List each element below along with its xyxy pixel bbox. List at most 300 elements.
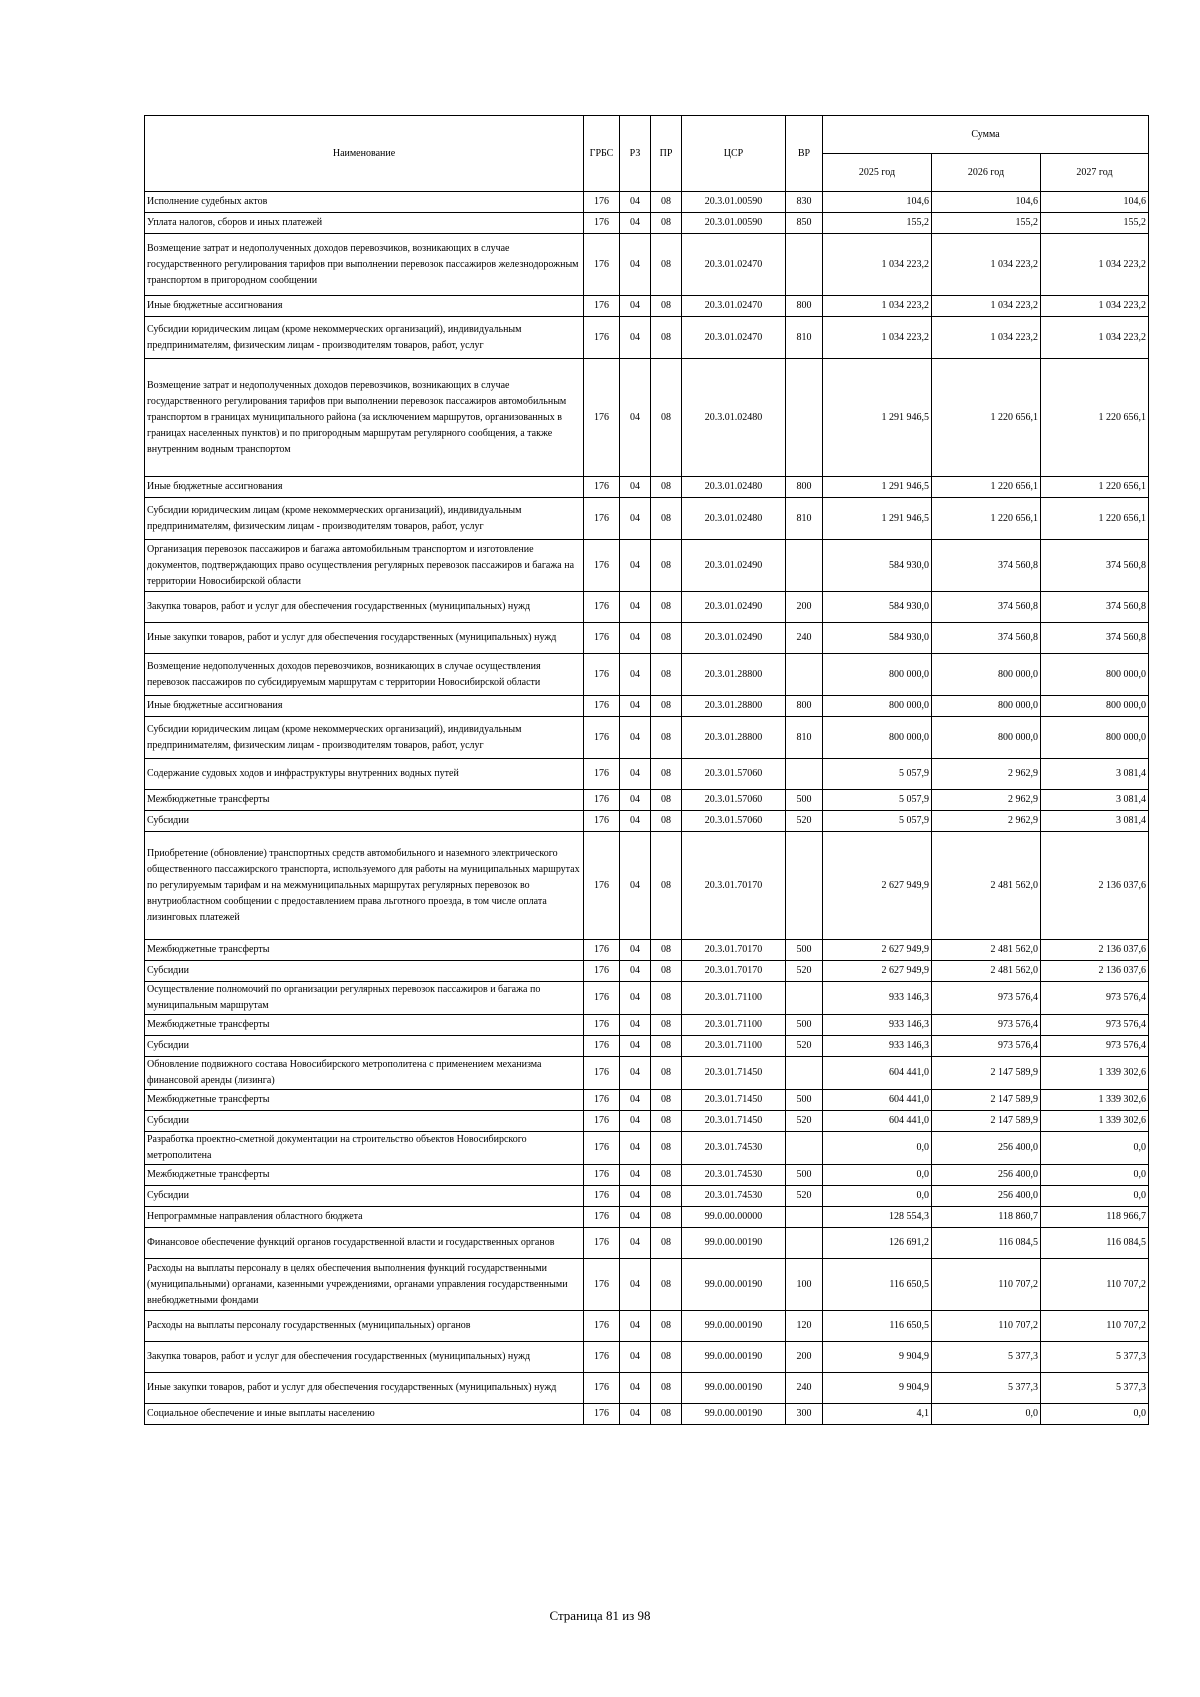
row-grbs-cell: 176 [584, 1165, 620, 1186]
row-grbs-cell: 176 [584, 1186, 620, 1207]
row-amount-2027-cell: 1 339 302,6 [1041, 1090, 1149, 1111]
row-vr-cell [786, 982, 823, 1015]
row-name-cell: Расходы на выплаты персоналу в целях обеспечения выполнения функций государственными (муниципальными) органами, казенными учреждениями, органами управления государственными внебюджетными фондами [145, 1259, 584, 1311]
row-name-cell: Иные закупки товаров, работ и услуг для обеспечения государственных (муниципальных) нужд [145, 623, 584, 654]
row-grbs-cell: 176 [584, 1036, 620, 1057]
row-amount-2025-cell: 104,6 [823, 192, 932, 213]
row-name-cell: Финансовое обеспечение функций органов государственной власти и государственных органов [145, 1228, 584, 1259]
row-grbs-cell: 176 [584, 696, 620, 717]
row-amount-2027-cell: 5 377,3 [1041, 1342, 1149, 1373]
row-amount-2025-cell: 1 291 946,5 [823, 498, 932, 540]
row-amount-2027-cell: 973 576,4 [1041, 1036, 1149, 1057]
row-amount-2027-cell: 5 377,3 [1041, 1373, 1149, 1404]
table-row [145, 296, 1149, 317]
row-amount-2025-cell: 1 034 223,2 [823, 234, 932, 296]
row-amount-2025-cell: 933 146,3 [823, 1015, 932, 1036]
row-csr-cell: 20.3.01.02470 [682, 317, 786, 359]
row-grbs-cell: 176 [584, 359, 620, 477]
table-row [145, 811, 1149, 832]
row-vr-cell [786, 654, 823, 696]
row-rz-cell: 04 [620, 1132, 651, 1165]
row-name-cell: Закупка товаров, работ и услуг для обеспечения государственных (муниципальных) нужд [145, 592, 584, 623]
table-row [145, 213, 1149, 234]
row-csr-cell: 20.3.01.57060 [682, 811, 786, 832]
row-amount-2027-cell: 0,0 [1041, 1132, 1149, 1165]
row-name-cell: Возмещение затрат и недополученных доходов перевозчиков, возникающих в случае государственного регулирования тарифов при выполнении перевозок пассажиров автомобильным транспортом в границах муниципального района (за исключением маршрутов, организованных в границах населенных пунктов) и по пригородным маршрутам регулярного сообщения, а также внутренним водным транспортом [145, 359, 584, 477]
table-row [145, 477, 1149, 498]
row-rz-cell: 04 [620, 317, 651, 359]
row-pr-cell: 08 [651, 1132, 682, 1165]
row-grbs-cell: 176 [584, 832, 620, 940]
row-grbs-cell: 176 [584, 790, 620, 811]
row-rz-cell: 04 [620, 1342, 651, 1373]
row-vr-cell [786, 540, 823, 592]
row-amount-2026-cell: 973 576,4 [932, 1036, 1041, 1057]
row-grbs-cell: 176 [584, 192, 620, 213]
table-row [145, 234, 1149, 296]
row-pr-cell: 08 [651, 1111, 682, 1132]
row-csr-cell: 20.3.01.00590 [682, 192, 786, 213]
row-vr-cell [786, 359, 823, 477]
row-vr-cell [786, 234, 823, 296]
row-amount-2025-cell: 800 000,0 [823, 717, 932, 759]
row-amount-2026-cell: 800 000,0 [932, 717, 1041, 759]
row-amount-2027-cell: 2 136 037,6 [1041, 832, 1149, 940]
row-csr-cell: 20.3.01.02490 [682, 623, 786, 654]
table-row [145, 832, 1149, 940]
row-csr-cell: 20.3.01.71100 [682, 982, 786, 1015]
row-vr-cell: 500 [786, 790, 823, 811]
row-pr-cell: 08 [651, 1259, 682, 1311]
row-amount-2027-cell: 973 576,4 [1041, 982, 1149, 1015]
row-rz-cell: 04 [620, 961, 651, 982]
row-amount-2025-cell: 800 000,0 [823, 654, 932, 696]
row-amount-2025-cell: 116 650,5 [823, 1311, 932, 1342]
row-amount-2027-cell: 374 560,8 [1041, 623, 1149, 654]
row-amount-2026-cell: 256 400,0 [932, 1186, 1041, 1207]
row-csr-cell: 20.3.01.57060 [682, 759, 786, 790]
row-vr-cell: 520 [786, 811, 823, 832]
row-rz-cell: 04 [620, 1373, 651, 1404]
row-csr-cell: 20.3.01.02480 [682, 498, 786, 540]
row-amount-2025-cell: 1 034 223,2 [823, 296, 932, 317]
row-grbs-cell: 176 [584, 759, 620, 790]
row-csr-cell: 20.3.01.70170 [682, 961, 786, 982]
row-vr-cell: 240 [786, 623, 823, 654]
row-pr-cell: 08 [651, 1036, 682, 1057]
table-row [145, 1165, 1149, 1186]
row-csr-cell: 20.3.01.00590 [682, 213, 786, 234]
table-row [145, 317, 1149, 359]
row-vr-cell [786, 1207, 823, 1228]
table-row [145, 1090, 1149, 1111]
row-rz-cell: 04 [620, 1186, 651, 1207]
row-amount-2026-cell: 256 400,0 [932, 1165, 1041, 1186]
row-amount-2027-cell: 374 560,8 [1041, 540, 1149, 592]
row-grbs-cell: 176 [584, 1259, 620, 1311]
row-amount-2027-cell: 116 084,5 [1041, 1228, 1149, 1259]
row-grbs-cell: 176 [584, 717, 620, 759]
row-grbs-cell: 176 [584, 477, 620, 498]
row-csr-cell: 20.3.01.70170 [682, 832, 786, 940]
row-csr-cell: 20.3.01.28800 [682, 654, 786, 696]
row-pr-cell: 08 [651, 296, 682, 317]
row-csr-cell: 20.3.01.02490 [682, 592, 786, 623]
table-row [145, 1036, 1149, 1057]
row-name-cell: Исполнение судебных актов [145, 192, 584, 213]
table-row [145, 654, 1149, 696]
row-amount-2026-cell: 2 481 562,0 [932, 961, 1041, 982]
row-amount-2027-cell: 800 000,0 [1041, 654, 1149, 696]
table-row [145, 940, 1149, 961]
row-amount-2026-cell: 2 147 589,9 [932, 1057, 1041, 1090]
row-amount-2027-cell: 3 081,4 [1041, 790, 1149, 811]
row-amount-2027-cell: 110 707,2 [1041, 1311, 1149, 1342]
row-amount-2025-cell: 1 034 223,2 [823, 317, 932, 359]
row-name-cell: Субсидии юридическим лицам (кроме некоммерческих организаций), индивидуальным предпринимателям, физическим лицам - производителям товаров, работ, услуг [145, 717, 584, 759]
row-name-cell: Межбюджетные трансферты [145, 940, 584, 961]
row-vr-cell: 300 [786, 1404, 823, 1425]
row-amount-2026-cell: 973 576,4 [932, 1015, 1041, 1036]
row-rz-cell: 04 [620, 1311, 651, 1342]
row-amount-2025-cell: 584 930,0 [823, 592, 932, 623]
row-rz-cell: 04 [620, 623, 651, 654]
table-row [145, 790, 1149, 811]
row-vr-cell: 500 [786, 940, 823, 961]
row-amount-2025-cell: 5 057,9 [823, 759, 932, 790]
row-pr-cell: 08 [651, 359, 682, 477]
row-name-cell: Субсидии [145, 1186, 584, 1207]
row-name-cell: Межбюджетные трансферты [145, 1090, 584, 1111]
header-sum: Сумма [823, 116, 1149, 154]
table-row [145, 1015, 1149, 1036]
table-row [145, 623, 1149, 654]
row-rz-cell: 04 [620, 213, 651, 234]
row-amount-2025-cell: 933 146,3 [823, 982, 932, 1015]
budget-table [144, 115, 1149, 1425]
row-csr-cell: 20.3.01.02470 [682, 234, 786, 296]
row-rz-cell: 04 [620, 1090, 651, 1111]
row-vr-cell: 120 [786, 1311, 823, 1342]
row-amount-2026-cell: 1 034 223,2 [932, 296, 1041, 317]
row-grbs-cell: 176 [584, 498, 620, 540]
row-pr-cell: 08 [651, 1057, 682, 1090]
row-csr-cell: 20.3.01.02470 [682, 296, 786, 317]
table-row [145, 1311, 1149, 1342]
row-grbs-cell: 176 [584, 1015, 620, 1036]
row-pr-cell: 08 [651, 1186, 682, 1207]
row-vr-cell: 100 [786, 1259, 823, 1311]
row-grbs-cell: 176 [584, 296, 620, 317]
row-amount-2026-cell: 374 560,8 [932, 592, 1041, 623]
table-body [145, 192, 1149, 1425]
row-name-cell: Иные закупки товаров, работ и услуг для обеспечения государственных (муниципальных) нужд [145, 1373, 584, 1404]
row-pr-cell: 08 [651, 592, 682, 623]
row-name-cell: Осуществление полномочий по организации регулярных перевозок пассажиров и багажа по муниципальным маршрутам [145, 982, 584, 1015]
table-row [145, 1373, 1149, 1404]
row-vr-cell: 800 [786, 296, 823, 317]
row-rz-cell: 04 [620, 982, 651, 1015]
table-row [145, 961, 1149, 982]
header-rz: РЗ [620, 116, 651, 192]
row-amount-2026-cell: 2 147 589,9 [932, 1090, 1041, 1111]
row-name-cell: Субсидии [145, 961, 584, 982]
row-rz-cell: 04 [620, 1015, 651, 1036]
row-name-cell: Межбюджетные трансферты [145, 1015, 584, 1036]
table-row [145, 1207, 1149, 1228]
row-csr-cell: 20.3.01.02480 [682, 477, 786, 498]
row-vr-cell: 500 [786, 1165, 823, 1186]
row-name-cell: Субсидии юридическим лицам (кроме некоммерческих организаций), индивидуальным предпринимателям, физическим лицам - производителям товаров, работ, услуг [145, 498, 584, 540]
row-name-cell: Социальное обеспечение и иные выплаты населению [145, 1404, 584, 1425]
header-vr: ВР [786, 116, 823, 192]
row-amount-2027-cell: 1 034 223,2 [1041, 296, 1149, 317]
table-row [145, 540, 1149, 592]
table-row [145, 1057, 1149, 1090]
row-rz-cell: 04 [620, 234, 651, 296]
row-rz-cell: 04 [620, 359, 651, 477]
row-grbs-cell: 176 [584, 213, 620, 234]
row-name-cell: Организация перевозок пассажиров и багажа автомобильным транспортом и изготовление документов, подтверждающих право осуществления регулярных перевозок пассажиров и багажа на территории Новосибирской области [145, 540, 584, 592]
row-csr-cell: 20.3.01.28800 [682, 696, 786, 717]
row-amount-2025-cell: 5 057,9 [823, 811, 932, 832]
row-csr-cell: 20.3.01.28800 [682, 717, 786, 759]
row-amount-2027-cell: 1 034 223,2 [1041, 234, 1149, 296]
row-csr-cell: 99.0.00.00190 [682, 1373, 786, 1404]
row-rz-cell: 04 [620, 1111, 651, 1132]
table-row [145, 1259, 1149, 1311]
row-amount-2027-cell: 0,0 [1041, 1404, 1149, 1425]
row-vr-cell: 500 [786, 1015, 823, 1036]
table-row [145, 1132, 1149, 1165]
row-amount-2027-cell: 1 220 656,1 [1041, 498, 1149, 540]
table-row [145, 192, 1149, 213]
row-amount-2026-cell: 155,2 [932, 213, 1041, 234]
row-grbs-cell: 176 [584, 1090, 620, 1111]
row-csr-cell: 99.0.00.00190 [682, 1259, 786, 1311]
row-csr-cell: 20.3.01.71450 [682, 1111, 786, 1132]
row-amount-2027-cell: 110 707,2 [1041, 1259, 1149, 1311]
row-grbs-cell: 176 [584, 540, 620, 592]
table-row [145, 759, 1149, 790]
row-name-cell: Расходы на выплаты персоналу государственных (муниципальных) органов [145, 1311, 584, 1342]
row-vr-cell: 830 [786, 192, 823, 213]
row-amount-2027-cell: 3 081,4 [1041, 759, 1149, 790]
row-vr-cell: 500 [786, 1090, 823, 1111]
row-vr-cell: 520 [786, 1186, 823, 1207]
row-amount-2025-cell: 126 691,2 [823, 1228, 932, 1259]
row-csr-cell: 99.0.00.00190 [682, 1311, 786, 1342]
table-row [145, 1186, 1149, 1207]
row-amount-2025-cell: 933 146,3 [823, 1036, 932, 1057]
table-row [145, 982, 1149, 1015]
row-name-cell: Субсидии юридическим лицам (кроме некоммерческих организаций), индивидуальным предпринимателям, физическим лицам - производителям товаров, работ, услуг [145, 317, 584, 359]
row-pr-cell: 08 [651, 832, 682, 940]
row-amount-2025-cell: 0,0 [823, 1132, 932, 1165]
row-rz-cell: 04 [620, 1228, 651, 1259]
row-grbs-cell: 176 [584, 1207, 620, 1228]
row-pr-cell: 08 [651, 759, 682, 790]
row-vr-cell: 520 [786, 1036, 823, 1057]
row-csr-cell: 20.3.01.71450 [682, 1057, 786, 1090]
row-amount-2027-cell: 118 966,7 [1041, 1207, 1149, 1228]
row-amount-2025-cell: 1 291 946,5 [823, 477, 932, 498]
row-pr-cell: 08 [651, 811, 682, 832]
row-amount-2025-cell: 116 650,5 [823, 1259, 932, 1311]
row-csr-cell: 20.3.01.74530 [682, 1132, 786, 1165]
row-name-cell: Уплата налогов, сборов и иных платежей [145, 213, 584, 234]
row-vr-cell: 800 [786, 477, 823, 498]
row-vr-cell: 800 [786, 696, 823, 717]
row-csr-cell: 99.0.00.00190 [682, 1342, 786, 1373]
row-vr-cell: 810 [786, 717, 823, 759]
row-amount-2025-cell: 604 441,0 [823, 1111, 932, 1132]
row-rz-cell: 04 [620, 1165, 651, 1186]
row-vr-cell: 240 [786, 1373, 823, 1404]
row-grbs-cell: 176 [584, 592, 620, 623]
row-name-cell: Иные бюджетные ассигнования [145, 296, 584, 317]
row-pr-cell: 08 [651, 213, 682, 234]
row-vr-cell: 200 [786, 592, 823, 623]
row-amount-2027-cell: 374 560,8 [1041, 592, 1149, 623]
row-name-cell: Непрограммные направления областного бюджета [145, 1207, 584, 1228]
row-name-cell: Содержание судовых ходов и инфраструктуры внутренних водных путей [145, 759, 584, 790]
row-amount-2026-cell: 118 860,7 [932, 1207, 1041, 1228]
row-amount-2025-cell: 2 627 949,9 [823, 961, 932, 982]
row-amount-2026-cell: 5 377,3 [932, 1373, 1041, 1404]
row-csr-cell: 20.3.01.02480 [682, 359, 786, 477]
row-amount-2025-cell: 1 291 946,5 [823, 359, 932, 477]
row-amount-2026-cell: 2 962,9 [932, 790, 1041, 811]
row-amount-2027-cell: 1 339 302,6 [1041, 1057, 1149, 1090]
row-pr-cell: 08 [651, 317, 682, 359]
row-pr-cell: 08 [651, 1228, 682, 1259]
row-amount-2027-cell: 800 000,0 [1041, 717, 1149, 759]
row-rz-cell: 04 [620, 759, 651, 790]
row-amount-2025-cell: 9 904,9 [823, 1373, 932, 1404]
row-pr-cell: 08 [651, 790, 682, 811]
row-rz-cell: 04 [620, 1404, 651, 1425]
table-row [145, 717, 1149, 759]
row-amount-2025-cell: 584 930,0 [823, 623, 932, 654]
row-amount-2025-cell: 2 627 949,9 [823, 940, 932, 961]
row-pr-cell: 08 [651, 1015, 682, 1036]
row-name-cell: Иные бюджетные ассигнования [145, 696, 584, 717]
row-amount-2025-cell: 604 441,0 [823, 1057, 932, 1090]
row-amount-2026-cell: 374 560,8 [932, 540, 1041, 592]
row-csr-cell: 99.0.00.00190 [682, 1228, 786, 1259]
row-name-cell: Субсидии [145, 811, 584, 832]
row-amount-2027-cell: 104,6 [1041, 192, 1149, 213]
row-name-cell: Межбюджетные трансферты [145, 790, 584, 811]
row-rz-cell: 04 [620, 696, 651, 717]
header-year-2025: 2025 год [823, 154, 932, 192]
row-amount-2026-cell: 1 034 223,2 [932, 317, 1041, 359]
row-vr-cell: 810 [786, 498, 823, 540]
row-rz-cell: 04 [620, 1057, 651, 1090]
row-amount-2025-cell: 0,0 [823, 1165, 932, 1186]
row-amount-2026-cell: 973 576,4 [932, 982, 1041, 1015]
row-amount-2025-cell: 584 930,0 [823, 540, 932, 592]
row-rz-cell: 04 [620, 654, 651, 696]
table-row [145, 1404, 1149, 1425]
page-number: Страница 81 из 98 [549, 1608, 651, 1623]
row-amount-2026-cell: 2 481 562,0 [932, 940, 1041, 961]
row-csr-cell: 20.3.01.71450 [682, 1090, 786, 1111]
row-amount-2026-cell: 5 377,3 [932, 1342, 1041, 1373]
row-amount-2026-cell: 110 707,2 [932, 1311, 1041, 1342]
row-amount-2027-cell: 3 081,4 [1041, 811, 1149, 832]
row-grbs-cell: 176 [584, 1057, 620, 1090]
table-row [145, 359, 1149, 477]
row-pr-cell: 08 [651, 654, 682, 696]
row-name-cell: Приобретение (обновление) транспортных средств автомобильного и наземного электрического общественного пассажирского транспорта, используемого для работы на муниципальных маршрутах по регулируемым тарифам и на межмуниципальных маршрутах регулярных перевозок во внутриобластном сообщении с предоставлением права льготного проезда, в том числе оплата лизинговых платежей [145, 832, 584, 940]
header-name: Наименование [145, 116, 584, 192]
row-pr-cell: 08 [651, 540, 682, 592]
row-amount-2027-cell: 1 220 656,1 [1041, 477, 1149, 498]
header-pr: ПР [651, 116, 682, 192]
header-grbs: ГРБС [584, 116, 620, 192]
row-rz-cell: 04 [620, 940, 651, 961]
row-rz-cell: 04 [620, 477, 651, 498]
row-csr-cell: 20.3.01.02490 [682, 540, 786, 592]
row-amount-2027-cell: 973 576,4 [1041, 1015, 1149, 1036]
table-row [145, 1342, 1149, 1373]
row-rz-cell: 04 [620, 811, 651, 832]
row-pr-cell: 08 [651, 623, 682, 654]
table-row [145, 498, 1149, 540]
row-amount-2026-cell: 2 481 562,0 [932, 832, 1041, 940]
row-pr-cell: 08 [651, 982, 682, 1015]
header-row [145, 116, 1149, 154]
row-amount-2025-cell: 800 000,0 [823, 696, 932, 717]
row-csr-cell: 99.0.00.00190 [682, 1404, 786, 1425]
row-pr-cell: 08 [651, 1404, 682, 1425]
row-csr-cell: 20.3.01.57060 [682, 790, 786, 811]
row-pr-cell: 08 [651, 477, 682, 498]
row-rz-cell: 04 [620, 1207, 651, 1228]
row-rz-cell: 04 [620, 192, 651, 213]
table-row [145, 696, 1149, 717]
row-grbs-cell: 176 [584, 1311, 620, 1342]
row-amount-2026-cell: 800 000,0 [932, 696, 1041, 717]
row-grbs-cell: 176 [584, 811, 620, 832]
row-pr-cell: 08 [651, 1165, 682, 1186]
row-grbs-cell: 176 [584, 317, 620, 359]
row-vr-cell [786, 1228, 823, 1259]
row-pr-cell: 08 [651, 961, 682, 982]
row-pr-cell: 08 [651, 1311, 682, 1342]
row-csr-cell: 20.3.01.74530 [682, 1186, 786, 1207]
row-rz-cell: 04 [620, 790, 651, 811]
row-amount-2025-cell: 4,1 [823, 1404, 932, 1425]
row-amount-2026-cell: 2 147 589,9 [932, 1111, 1041, 1132]
row-pr-cell: 08 [651, 234, 682, 296]
row-vr-cell: 520 [786, 961, 823, 982]
row-rz-cell: 04 [620, 1036, 651, 1057]
row-name-cell: Иные бюджетные ассигнования [145, 477, 584, 498]
row-amount-2027-cell: 1 034 223,2 [1041, 317, 1149, 359]
row-pr-cell: 08 [651, 1207, 682, 1228]
row-csr-cell: 99.0.00.00000 [682, 1207, 786, 1228]
table-row [145, 1228, 1149, 1259]
row-name-cell: Возмещение недополученных доходов перевозчиков, возникающих в случае осуществления перевозок пассажиров по субсидируемым маршрутам с территории Новосибирской области [145, 654, 584, 696]
row-rz-cell: 04 [620, 592, 651, 623]
row-grbs-cell: 176 [584, 1132, 620, 1165]
row-rz-cell: 04 [620, 717, 651, 759]
row-amount-2026-cell: 2 962,9 [932, 811, 1041, 832]
row-amount-2026-cell: 1 034 223,2 [932, 234, 1041, 296]
